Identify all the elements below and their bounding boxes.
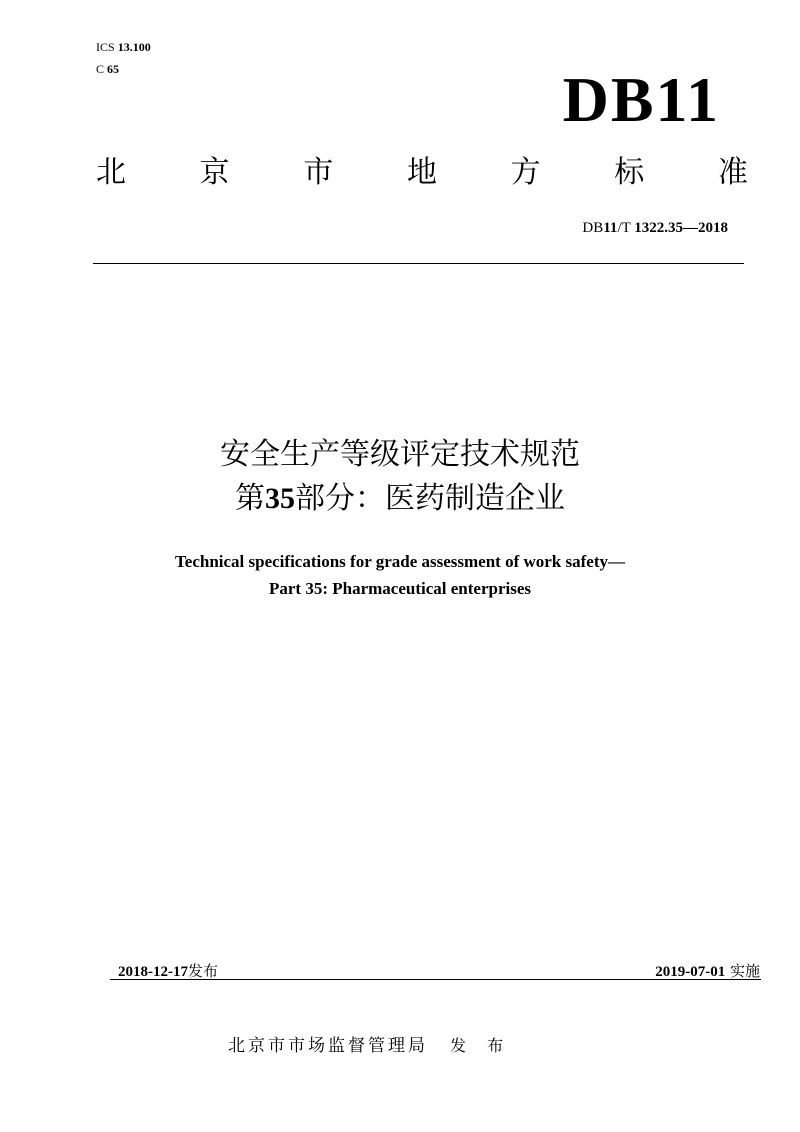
title-part-number: 35 — [265, 482, 295, 515]
ccs-classification — [96, 62, 119, 77]
standard-type-label — [96, 155, 748, 190]
footer-divider — [110, 979, 761, 980]
title-en-line1: Technical specifications for grade assessment of work safety— — [175, 552, 625, 571]
standard-type-char: 北 — [96, 155, 126, 190]
ccs-value: 65 — [107, 62, 120, 76]
standard-number-value: 1322.35—2018 — [634, 220, 728, 236]
ics-prefix: ICS — [96, 40, 115, 54]
effective-date: 2019-07-01 — [655, 964, 726, 980]
title-part-prefix: 第 — [235, 481, 265, 516]
ics-classification — [96, 40, 151, 55]
issuer-action: 发 布 — [450, 1036, 512, 1055]
title-en-line2: Part 35: Pharmaceutical enterprises — [269, 579, 531, 598]
standard-type-char: 方 — [510, 155, 541, 190]
issuer-name: 北京市市场监督管理局 — [228, 1036, 428, 1056]
standard-type-char: 地 — [406, 155, 437, 190]
standard-number-code: 11 — [603, 220, 618, 236]
standard-type-char: 准 — [717, 155, 748, 190]
ics-value: 13.100 — [117, 40, 151, 54]
issuer-block — [228, 1031, 511, 1056]
title-cn-line1: 安全生产等级评定技术规范 — [220, 437, 580, 472]
standard-code: DB11 — [562, 64, 720, 135]
ccs-prefix: C — [96, 62, 105, 76]
title-cn-line2 — [0, 481, 800, 516]
standard-number-prefix: DB — [582, 220, 604, 236]
effective-date-block — [655, 960, 760, 981]
header-divider — [93, 263, 744, 264]
issue-date-block — [118, 960, 218, 981]
standard-number-type: /T — [617, 220, 631, 236]
effective-label: 实施 — [729, 962, 760, 980]
standard-type-char: 京 — [199, 155, 230, 190]
standard-number — [582, 220, 728, 237]
standard-type-char: 标 — [614, 155, 645, 190]
issue-label: 发布 — [188, 962, 219, 980]
standard-type-char: 市 — [303, 155, 334, 190]
issue-date: 2018-12-17 — [118, 964, 188, 980]
title-part-suffix: 部分：医药制造企业 — [295, 481, 565, 516]
